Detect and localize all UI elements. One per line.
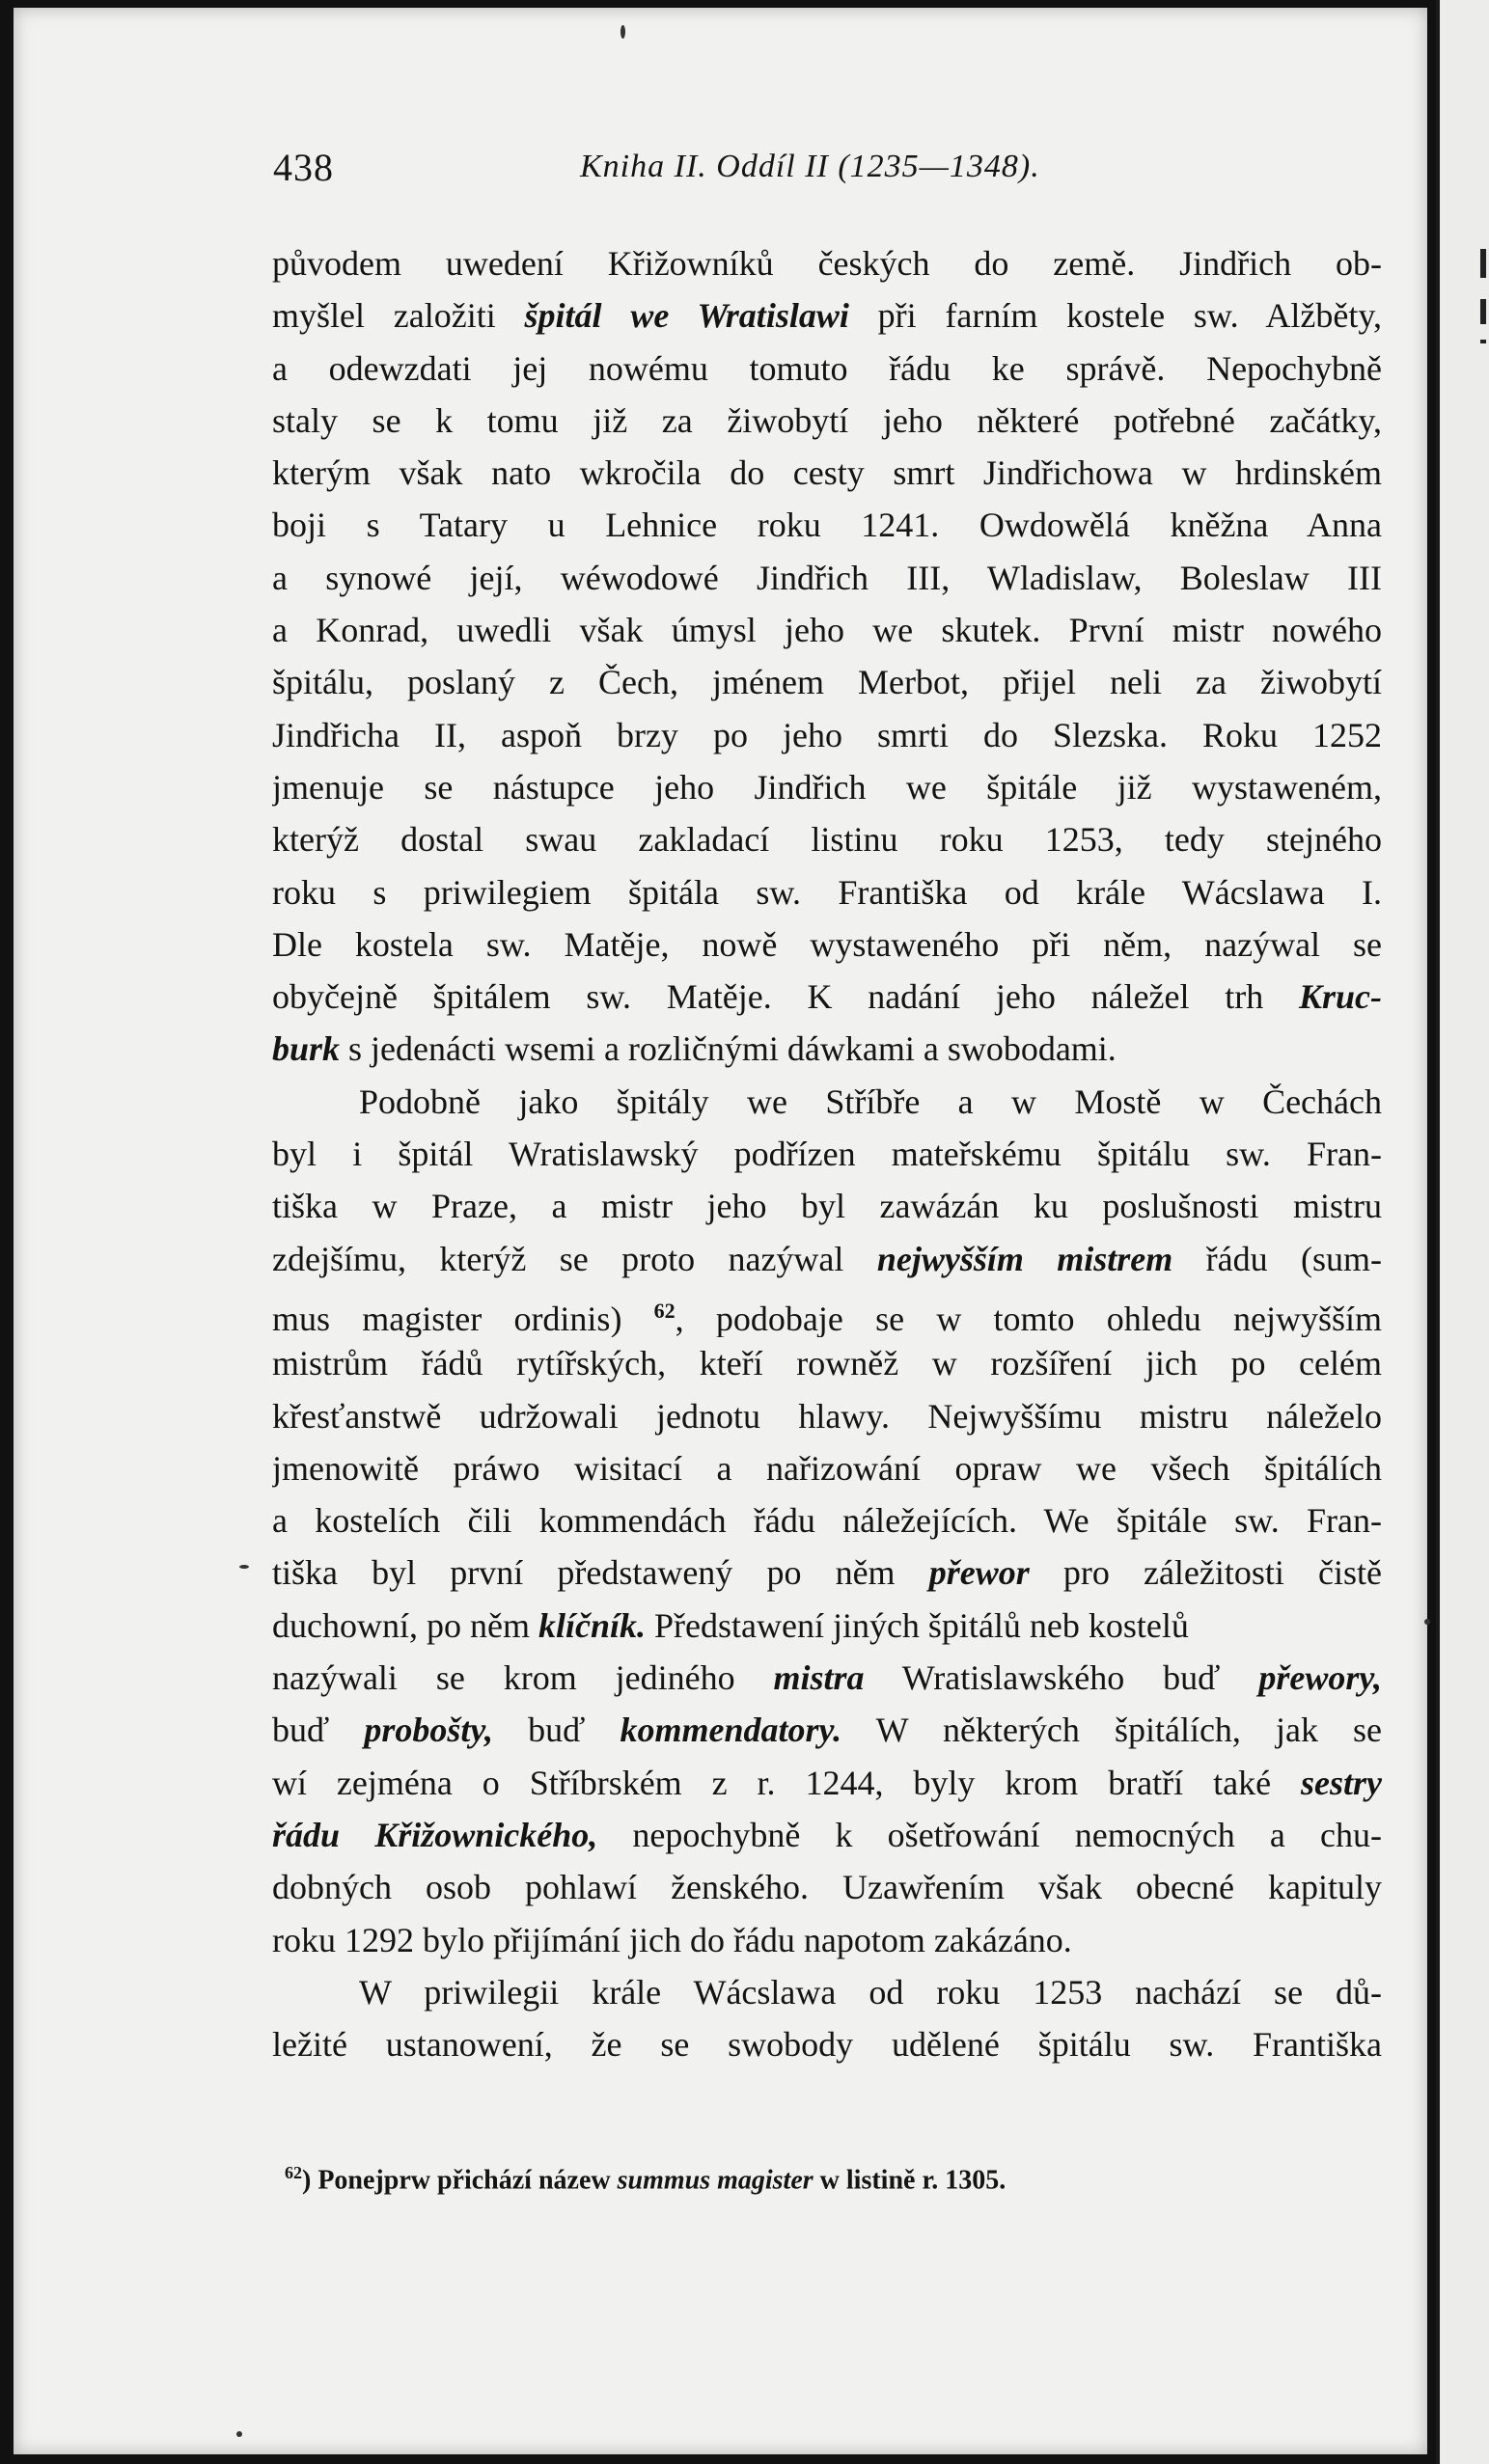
line-text: pro záležitosti čistě [1062, 1553, 1382, 1593]
line-text: špitálu, poslaný z Čech, jménem Merbot, přijel neli za žiwobytí [272, 663, 1382, 702]
text-line [272, 395, 1382, 447]
line-text: kterýž dostal swau zakladací listinu roku 1253, tedy stejného [272, 820, 1382, 860]
text-line [272, 447, 1382, 499]
line-text: křesťanstwě udržowali jednotu hlawy. Nejwyššímu mistru náleželo [272, 1396, 1382, 1436]
italic-phrase: řádu Křižownického, [272, 1815, 598, 1854]
line-text: duchowní, po něm [272, 1605, 530, 1645]
edge-mark [1480, 249, 1486, 278]
text-line [272, 1861, 1382, 1913]
line-text: Wratislawského buď [901, 1658, 1221, 1698]
line-text: nepochybně k ošetřowání nemocných a chu- [632, 1815, 1382, 1854]
line-text: řádu (sum- [1205, 1239, 1382, 1278]
italic-phrase: špitál we Wratislawi [524, 296, 849, 336]
line-text: zdejšímu, kterýž se proto nazýwal [272, 1239, 844, 1278]
italic-phrase: probošty, [364, 1711, 494, 1750]
line-text: Dle kostela sw. Matěje, nowě wystaweného při něm, nazýwal se [272, 924, 1382, 964]
line-text: a odewzdati jej nowému tomuto řádu ke správě. Nepochybně [272, 348, 1382, 388]
line-text: nazýwali se krom jediného [272, 1658, 735, 1698]
line-text: a kostelích čili kommendách řádu náležejících. We špitále sw. Fran- [272, 1501, 1382, 1541]
text-line [272, 289, 1382, 342]
edge-mark [1480, 340, 1486, 343]
text-line [272, 1180, 1382, 1232]
text-line [272, 1337, 1382, 1389]
line-text: s jedenácti wsemi a rozličnými dáwkami a swobodami. [348, 1029, 1117, 1069]
text-line [272, 1233, 1382, 1285]
text-line [272, 1390, 1382, 1442]
body-text [272, 237, 1382, 2070]
line-text: dobných osob pohlawí ženského. Uzawřením však obecné kapituly [272, 1868, 1382, 1907]
text-line [272, 1652, 1382, 1704]
line-text: Jindřicha II, aspoň brzy po jeho smrti do Slezska. Roku 1252 [272, 715, 1382, 754]
line-text: původem uwedení Křižowníků českých do země. Jindřich ob- [272, 244, 1382, 283]
line-text: wí zejména o Stříbrském z r. 1244, byly krom bratří také [272, 1763, 1272, 1802]
text-line [272, 1128, 1382, 1180]
text-line [272, 1076, 1382, 1128]
text-line [272, 971, 1382, 1023]
footnote-text: w listině r. 1305. [819, 2165, 1006, 2196]
italic-phrase: klíčník. [538, 1605, 646, 1645]
line-text: tiška byl první předstawený po něm [272, 1553, 896, 1593]
line-text: kterým však nato wkročila do cesty smrt Jindřichowa w hrdinském [272, 453, 1382, 493]
text-line [272, 709, 1382, 761]
italic-phrase: sestry [1301, 1763, 1382, 1802]
line-text: , podobaje se w tomto ohledu nejwyšším [675, 1299, 1382, 1338]
text-line [272, 1704, 1382, 1756]
footnote-text: ) Ponejprw přichází názew [302, 2165, 611, 2196]
text-line [272, 813, 1382, 865]
text-line [272, 342, 1382, 395]
line-text: jmenuje se nástupce jeho Jindřich we špitále již wystaweném, [272, 767, 1382, 807]
page-header [273, 145, 1383, 193]
text-line [272, 1547, 1382, 1599]
text-line [272, 1285, 1382, 1337]
line-text: tiška w Praze, a mistr jeho byl zawázán ku poslušnosti mistru [272, 1187, 1382, 1226]
footnote-reference: 62 [653, 1298, 676, 1323]
line-text: při farním kostele sw. Alžběty, [877, 296, 1382, 336]
text-line [272, 866, 1382, 918]
text-line [272, 499, 1382, 551]
italic-phrase: přewor [928, 1553, 1030, 1593]
text-line [272, 761, 1382, 813]
italic-phrase: Kruc- [1298, 977, 1382, 1017]
italic-phrase: mistra [773, 1658, 865, 1698]
line-text: byl i špitál Wratislawský podřízen mateřskému špitálu sw. Fran- [272, 1135, 1382, 1174]
line-text: boji s Tatary u Lehnice roku 1241. Owdowělá kněžna Anna [272, 506, 1382, 545]
text-line [272, 1914, 1382, 1966]
line-text: ležité ustanowení, že se swobody udělené špitálu sw. Františka [272, 2025, 1382, 2065]
footnote-mark: 62 [285, 2163, 302, 2182]
italic-phrase: kommendatory. [620, 1711, 842, 1750]
line-text: staly se k tomu již za žiwobytí jeho některé potřebné začátky, [272, 400, 1382, 440]
line-text: myšlel založiti [272, 296, 496, 336]
line-text: W některých špitálích, jak se [875, 1711, 1382, 1750]
italic-phrase: nejwyšším mistrem [876, 1239, 1173, 1278]
text-line [272, 1023, 1382, 1075]
text-line [272, 1966, 1382, 2018]
footnote [285, 2163, 1365, 2196]
text-line [272, 2018, 1382, 2070]
line-text: obyčejně špitálem sw. Matěje. K nadání jeho náležel trh [272, 977, 1264, 1017]
scan-speck [620, 25, 625, 39]
scan-speck [236, 2431, 242, 2437]
line-text: roku 1292 bylo přijímání jich do řádu napotom zakázáno. [272, 1920, 1072, 1959]
line-text: buď [272, 1711, 330, 1750]
line-text: Podobně jako špitály we Stříbře a w Mostě w Čechách [359, 1081, 1382, 1121]
text-line [272, 656, 1382, 708]
text-line [272, 918, 1382, 971]
text-line [272, 1442, 1382, 1494]
text-line [272, 1757, 1382, 1809]
adjacent-page-edge [1436, 0, 1489, 2464]
text-line [272, 1600, 1382, 1652]
line-text: a synowé její, wéwodowé Jindřich III, Wladislaw, Boleslaw III [272, 558, 1382, 597]
text-line [272, 1494, 1382, 1547]
line-text: mistrům řádů rytířských, kteří rowněž w rozšíření jich po celém [272, 1344, 1382, 1383]
italic-phrase: přewory, [1258, 1658, 1382, 1698]
line-text: a Konrad, uwedli však úmysl jeho we skutek. První mistr nowého [272, 611, 1382, 650]
footnote-italic: summus magister [617, 2165, 813, 2196]
running-head: Kniha II. Oddíl II (1235—1348). [580, 149, 1040, 184]
text-line [272, 1809, 1382, 1861]
text-line [272, 604, 1382, 656]
page-number: 438 [273, 146, 334, 189]
line-text: buď [528, 1711, 586, 1750]
line-text: roku s priwilegiem špitála sw. Františka od krále Wácslawa I. [272, 872, 1382, 912]
italic-phrase: burk [272, 1029, 341, 1069]
edge-mark [1480, 299, 1486, 324]
scan-speck [239, 1565, 249, 1569]
text-line [272, 237, 1382, 289]
line-text: mus magister ordinis) [272, 1299, 622, 1338]
scan-speck [1424, 1619, 1430, 1625]
text-line [272, 552, 1382, 604]
line-text: jmenowitě práwo wisitací a nařizowání opraw we všech špitálích [272, 1448, 1382, 1488]
line-text: Předstawení jiných špitálů neb kostelů [653, 1605, 1189, 1645]
line-text: W priwilegii krále Wácslawa od roku 1253 nachází se dů- [359, 1972, 1382, 2012]
